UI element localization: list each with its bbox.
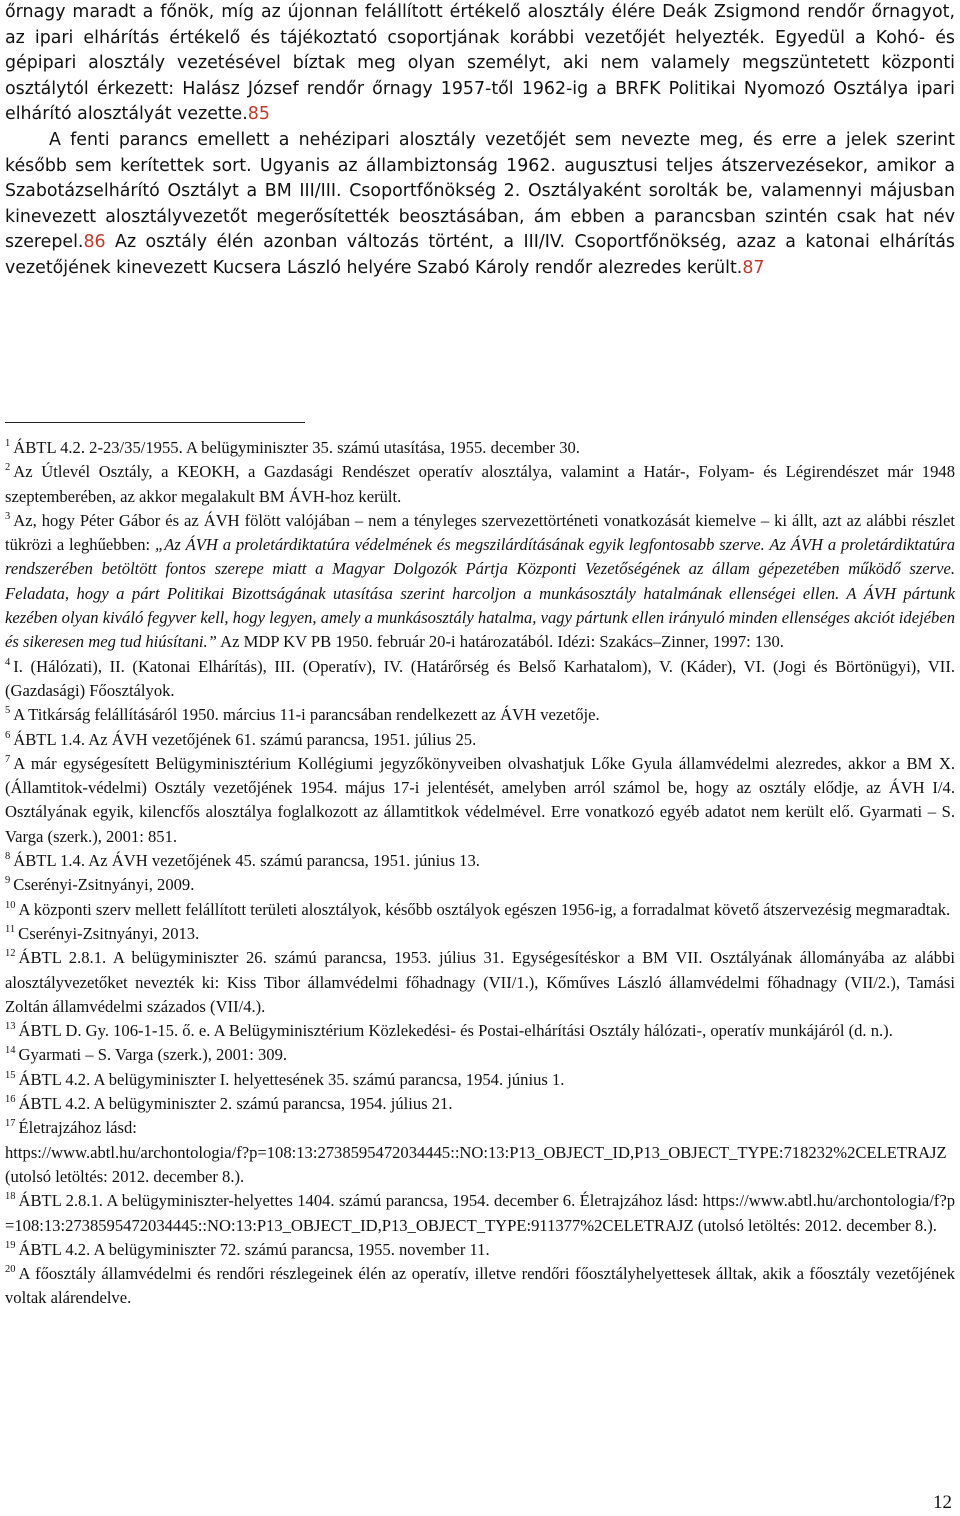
footnote-text: ÁBTL 4.2. A belügyminiszter 72. számú parancsa, 1955. november 11. xyxy=(18,1239,490,1259)
main-text xyxy=(5,0,955,282)
footnote xyxy=(5,849,955,873)
footnote-number: 9 xyxy=(5,875,11,887)
archive-link[interactable]: https://www.abtl.hu/archontologia/f?p=108:13:2738595472034445::NO:13:P13_OBJECT_ID,P13_OBJECT_TYPE:911377%2CELETRAJZ xyxy=(5,1191,955,1235)
footnote xyxy=(5,703,955,727)
footnote-quote: „Az ÁVH a proletárdiktatúra védelmének és megszilárdításának egyik legfontosabb szerve. Az ÁVH a proletárdiktatúra rendszerében betöltött fontos szerepe miatt a Magyar Dolgozók Pártja Központi Vezetőségének az állam gépezetében működő szerve. Feladata, hogy a párt Politikai Bizottságának utasítása szerint harcoljon a munkásosztály hatalmának ellenségei ellen. A ÁVH pártunk kezében olyan kiváló fegyver kell, hogy legyen, amely a munkásosztály hatalma, vagy pártunk ellen irányuló minden ellenséges akciót idejében és sikeresen meg tud hiúsítani.” xyxy=(5,535,955,652)
footnote-text: ÁBTL 2.8.1. A belügyminiszter 26. számú parancsa, 1953. július 31. Egységesítéskor a BM VII. Osztályának állományába az alábbi alosztályvezetőket nevezték ki: Kiss Tibor államvédelmi főhadnagy (VII/1.), Kőműves László államvédelmi főhadnagy (VII/2.), Tamási Zoltán államvédelmi százados (VII/4.). xyxy=(5,948,955,1016)
footnote-reference[interactable]: 86 xyxy=(83,232,106,253)
footnote-text: A Titkárság felállításáról 1950. március 11-i parancsában rendelkezett az ÁVH vezetője. xyxy=(13,705,600,725)
footnote xyxy=(5,728,955,752)
paragraph-text: Az osztály élén azonban változás történt, a III/IV. Csoportfőnökség, azaz a katonai elhárítás vezetőjének kinevezett Kucsera László helyére Szabó Károly rendőr alezredes került. xyxy=(5,232,955,278)
footnote xyxy=(5,509,955,655)
footnote-text: ÁBTL 4.2. A belügyminiszter 2. számú parancsa, 1954. július 21. xyxy=(18,1094,453,1114)
footnote-text: ÁBTL 1.4. Az ÁVH vezetőjének 61. számú parancsa, 1951. július 25. xyxy=(13,729,477,749)
footnote-text: ÁBTL 4.2. A belügyminiszter I. helyettesének 35. számú parancsa, 1954. június 1. xyxy=(18,1069,565,1089)
paragraph-text: A fenti parancs emellett a nehézipari alosztály vezetőjét sem nevezte meg, és erre a jelek szerint később sem kerítettek sort. Ugyanis az állambiztonság 1962. augusztusi teljes átszervezésekor, amikor a Szabotázselhárító Osztályt a BM III/III. Csoportfőnökség 2. Osztályaként sorolták be, valamennyi májusban kinevezett alosztályvezetőt megerősítették beosztásában, ám ebben a parancsban szintén csak hat név szerepel. xyxy=(5,129,955,253)
footnote-number: 3 xyxy=(5,510,11,522)
footnote xyxy=(5,752,955,849)
footnote xyxy=(5,946,955,1019)
footnote xyxy=(5,1189,955,1238)
footnote-number: 13 xyxy=(5,1021,16,1033)
footnote-number: 15 xyxy=(5,1069,16,1081)
footnote-text: Életrajzához lásd: xyxy=(18,1118,137,1138)
footnote xyxy=(5,460,955,509)
footnote xyxy=(5,436,955,460)
footnote xyxy=(5,1019,955,1043)
footnote xyxy=(5,898,955,922)
paragraph xyxy=(5,0,955,128)
footnote xyxy=(5,1092,955,1116)
footnote-number: 12 xyxy=(5,948,16,960)
footnote-number: 10 xyxy=(5,899,16,911)
footnote-number: 5 xyxy=(5,705,11,717)
footnote-number: 16 xyxy=(5,1094,16,1106)
footnote xyxy=(5,1238,955,1262)
footnote-text: Cserényi-Zsitnyányi, 2013. xyxy=(18,923,200,943)
footnote-text: Cserényi-Zsitnyányi, 2009. xyxy=(13,875,195,895)
footnote xyxy=(5,922,955,946)
footnote-number: 17 xyxy=(5,1118,16,1130)
footnote-text: ÁBTL 4.2. 2-23/35/1955. A belügyminiszter 35. számú utasítása, 1955. december 30. xyxy=(13,438,580,457)
footnote-text: Gyarmati – S. Varga (szerk.), 2001: 309. xyxy=(18,1045,288,1065)
footnote xyxy=(5,1043,955,1067)
footnote-number: 19 xyxy=(5,1239,16,1251)
archive-link[interactable]: https://www.abtl.hu/archontologia/f?p=108:13:2738595472034445::NO:13:P13_OBJECT_ID,P13_OBJECT_TYPE:718232%2CELETRAJZ xyxy=(5,1142,947,1162)
paragraph-text: őrnagy maradt a főnök, míg az újonnan felállított értékelő alosztály élére Deák Zsigmond rendőr őrnagyot, az ipari elhárítás értékelő és tájékoztató csoportjának korábbi vezetőjét helyezték. Egyedül a Kohó- és gépipari alosztály vezetésével bíztak meg olyan személyt, aki nem valamely megszüntetett központi osztálytól érkezett: Halász József rendőr őrnagy 1957-től 1962-ig a BRFK Politikai Nyomozó Osztálya ipari elhárító alosztályát vezette. xyxy=(5,2,955,125)
footnote-text: Az, hogy Péter Gábor és az ÁVH fölött valójában – nem a tényleges szervezettörténeti vonatkozását kiemelve – ki állt, azt az alábbi részlet tükrözi a leghűebben: xyxy=(5,510,955,555)
footnote xyxy=(5,1262,955,1311)
footnote-text: A már egységesített Belügyminisztérium Kollégiumi jegyzőkönyveiben olvashatjuk Lőke Gyula államvédelmi alezredes, akkor a BM X. (Államtitok-védelmi) Osztály vezetőjének 1954. május 17-i jelentését, amelyben arról számol be, hogy az osztály elődje, az ÁVH I/4. Osztályának egyik, kilencfős alosztálya foglalkozott az államtitkok védelmével. Erre vonatkozó egyéb adatot nem került elő. Gyarmati – S. Varga (szerk.), 2001: 851. xyxy=(5,753,955,846)
footnote-text: ÁBTL D. Gy. 106-1-15. ő. e. A Belügyminisztérium Közlekedési- és Postai-elhárítási Osztály hálózati-, operatív munkájáról (d. n.). xyxy=(18,1021,893,1041)
footnote-number: 8 xyxy=(5,851,11,863)
footnote-text: I. (Hálózati), II. (Katonai Elhárítás), III. (Operatív), IV. (Határőrség és Belső Karhatalom), V. (Káder), VI. (Jogi és Börtönügyi), VII. (Gazdasági) Főosztályok. xyxy=(5,656,955,700)
footnote xyxy=(5,1116,955,1189)
footnote-separator xyxy=(5,422,305,423)
footnote-reference[interactable]: 87 xyxy=(742,257,765,278)
footnote-number: 7 xyxy=(5,753,11,765)
footnote-text: (utolsó letöltés: 2012. december 8.). xyxy=(5,1166,245,1186)
footnote-reference[interactable]: 85 xyxy=(247,104,270,125)
footnote-number: 4 xyxy=(5,656,11,668)
page-number: 12 xyxy=(933,1492,952,1513)
footnote-number: 6 xyxy=(5,729,11,741)
footnote-text: A főosztály államvédelmi és rendőri részlegeinek élén az operatív, illetve rendőri főosztályhelyettesek álltak, akik a főosztály vezetőjének voltak alárendelve. xyxy=(5,1264,955,1308)
footnote xyxy=(5,655,955,704)
footnote-number: 14 xyxy=(5,1045,16,1057)
footnote-text: Az MDP KV PB 1950. február 20-i határozatából. Idézi: Szakács–Zinner, 1997: 130. xyxy=(216,632,784,652)
footnote-text: Az Útlevél Osztály, a KEOKH, a Gazdasági Rendészet operatív alosztálya, valamint a Határ-, Folyam- és Légirendészet már 1948 szeptemberében, az akkor megalakult BM ÁVH-hoz került. xyxy=(5,462,955,506)
footnote-number: 2 xyxy=(5,462,11,474)
footnote-text: ÁBTL 2.8.1. A belügyminiszter-helyettes 1404. számú parancsa, 1954. december 6. Életrajzához lásd: xyxy=(18,1191,703,1211)
footnote-number: 18 xyxy=(5,1191,16,1203)
paragraph xyxy=(5,128,955,282)
footnotes xyxy=(5,436,955,1311)
footnote xyxy=(5,1068,955,1092)
footnote-number: 11 xyxy=(5,923,16,935)
footnote-number: 1 xyxy=(5,438,11,449)
footnote-text: (utolsó letöltés: 2012. december 8.). xyxy=(693,1215,937,1235)
footnote-text: A központi szerv mellett felállított területi alosztályok, később osztályok egészen 1956-ig, a forradalmat követő átszervezésig megmaradtak. xyxy=(18,899,951,919)
footnote xyxy=(5,873,955,897)
footnote-text: ÁBTL 1.4. Az ÁVH vezetőjének 45. számú parancsa, 1951. június 13. xyxy=(13,851,480,871)
footnote-number: 20 xyxy=(5,1264,16,1276)
